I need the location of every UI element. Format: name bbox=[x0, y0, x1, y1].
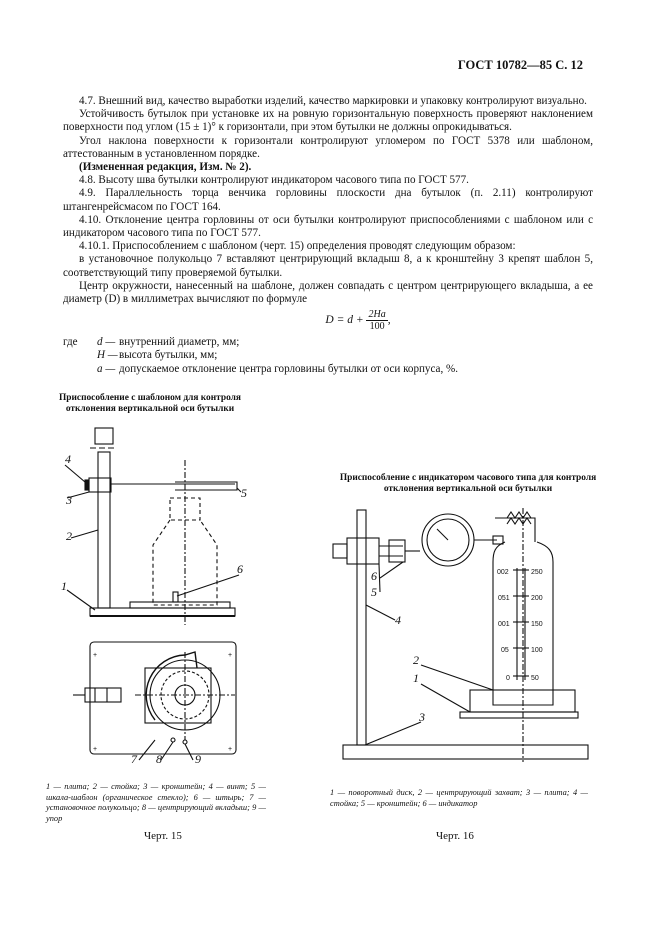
figure16-scale-left: 0 bbox=[506, 675, 510, 682]
svg-text:+: + bbox=[93, 652, 98, 659]
svg-text:+: + bbox=[228, 746, 233, 753]
definition-row bbox=[63, 336, 593, 349]
figure16-scale-right: 250 bbox=[531, 569, 543, 576]
paragraph: 4.7. Внешний вид, качество выработки изделий, качество маркировки и упаковку контролируют визуально. bbox=[79, 95, 587, 107]
figure15-drawing bbox=[55, 420, 265, 765]
figure16-scale-left: 05 bbox=[501, 647, 509, 654]
paragraph: Устойчивость бутылок при установке их на ровную горизонтальную поверхность проверяют наклонением поверхности под углом (15 ± 1)° к горизонтали, при этом бутылки не должны опрокидываться. bbox=[63, 108, 593, 134]
definition-prefix: где bbox=[63, 336, 78, 349]
definition-symbol: d — bbox=[97, 336, 116, 349]
figure16-label: 5 bbox=[371, 585, 377, 599]
figure15-label: 1 bbox=[61, 579, 67, 593]
amendment-note: (Измененная редакция, Изм. № 2). bbox=[79, 161, 252, 174]
formula-tail: , bbox=[387, 314, 391, 327]
figure15-label: 3 bbox=[66, 493, 72, 507]
paragraph: 4.8. Высоту шва бутылки контролируют индикатором часового типа по ГОСТ 577. bbox=[79, 174, 469, 187]
formula-denominator: 100 bbox=[369, 321, 385, 333]
body-text bbox=[63, 95, 593, 376]
svg-text:+: + bbox=[93, 746, 98, 753]
figure16-label: 3 bbox=[419, 710, 425, 724]
figure15-label: 5 bbox=[241, 486, 247, 500]
paragraph: 4.10.1. Приспособлением с шаблоном (черт. 15) определения проводят следующим образом: bbox=[79, 240, 516, 253]
formula-lhs: D = d + bbox=[325, 314, 364, 327]
paragraph: Центр окружности, нанесенный на шаблоне, должен совпадать с центром центрирующего вкладыша, а ее диаметр (D) в миллиметрах вычисляют по формуле bbox=[63, 279, 593, 306]
figure16-number: Черт. 16 bbox=[436, 830, 474, 842]
definitions bbox=[63, 336, 593, 376]
paragraph: 4.9. Параллельность торца венчика горловины плоскости дна бутылок (п. 2.11) контролируют штангенрейсмасом по ГОСТ 164. bbox=[63, 187, 593, 213]
definition-row bbox=[63, 363, 593, 376]
page-header: ГОСТ 10782—85 С. 12 bbox=[457, 58, 583, 72]
svg-text:+: + bbox=[228, 652, 233, 659]
definition-symbol: a — bbox=[97, 362, 116, 375]
figure15-label: 2 bbox=[66, 529, 72, 543]
figure16-scale-left: 051 bbox=[498, 595, 510, 602]
figure15-label: 8 bbox=[156, 752, 162, 765]
formula-numerator: 2Ha bbox=[368, 309, 386, 321]
figure16-drawing bbox=[325, 500, 595, 770]
figure15-title: Приспособление с шаблоном для контроля отклонения вертикальной оси бутылки bbox=[59, 393, 241, 414]
paragraph: в установочное полукольцо 7 вставляют центрирующий вкладыш 8, а к кронштейну 3 крепят шаблон 5, соответствующий типу проверяемой бутылки. bbox=[63, 253, 593, 279]
figure15-label: 9 bbox=[195, 752, 201, 765]
formula-fraction bbox=[366, 309, 387, 332]
figure16-label: 1 bbox=[413, 671, 419, 685]
paragraph: 4.10. Отклонение центра горловины от оси бутылки контролируют приспособлениями с шаблоном или с индикатором часового типа по ГОСТ 577. bbox=[63, 213, 593, 240]
paragraph: Угол наклона поверхности к горизонтали контролируют угломером по ГОСТ 5378 или шаблоном, аттестованным в установленном порядке. bbox=[63, 134, 593, 160]
figure16-title: Приспособление с индикатором часового типа для контроля отклонения вертикальной оси бутылки bbox=[339, 473, 597, 494]
definition-text: допускаемое отклонение центра горловины бутылки от оси корпуса, %. bbox=[119, 362, 459, 375]
figure15-label: 4 bbox=[65, 452, 71, 466]
definition-prefix bbox=[63, 363, 97, 376]
figure15-caption: 1 — плита; 2 — стойка; 3 — кронштейн; 4 — винт; 5 — шкала-шаблон (органическое стекло); 6 — штырь; 7 — установочное полукольцо; 8 — центрирующий вкладыш; 9 — упор bbox=[46, 782, 266, 823]
figure16-label: 2 bbox=[413, 653, 419, 667]
figure16-scale-right: 100 bbox=[531, 647, 543, 654]
figure15-label: 7 bbox=[131, 752, 137, 765]
definition-text: внутренний диаметр, мм; bbox=[119, 336, 240, 349]
figure16-caption: 1 — поворотный диск, 2 — центрирующий захват; 3 — плита; 4 — стойка; 5 — кронштейн; 6 — индикатор bbox=[330, 788, 588, 808]
figure16-scale-right: 50 bbox=[531, 675, 539, 682]
figure16-scale-right: 150 bbox=[531, 621, 543, 628]
definition-text: высота бутылки, мм; bbox=[119, 349, 218, 362]
figure15-number: Черт. 15 bbox=[144, 830, 182, 842]
figure16-label: 6 bbox=[371, 569, 377, 583]
formula bbox=[123, 309, 593, 332]
figure15-label: 6 bbox=[237, 562, 243, 576]
figure16-scale-left: 002 bbox=[497, 569, 509, 576]
figure16-label: 4 bbox=[395, 613, 401, 627]
figure16-scale-left: 001 bbox=[498, 621, 510, 628]
definition-symbol: H — bbox=[97, 349, 118, 362]
definition-prefix bbox=[63, 349, 97, 362]
definition-row bbox=[63, 349, 593, 362]
figure16-scale-right: 200 bbox=[531, 595, 543, 602]
